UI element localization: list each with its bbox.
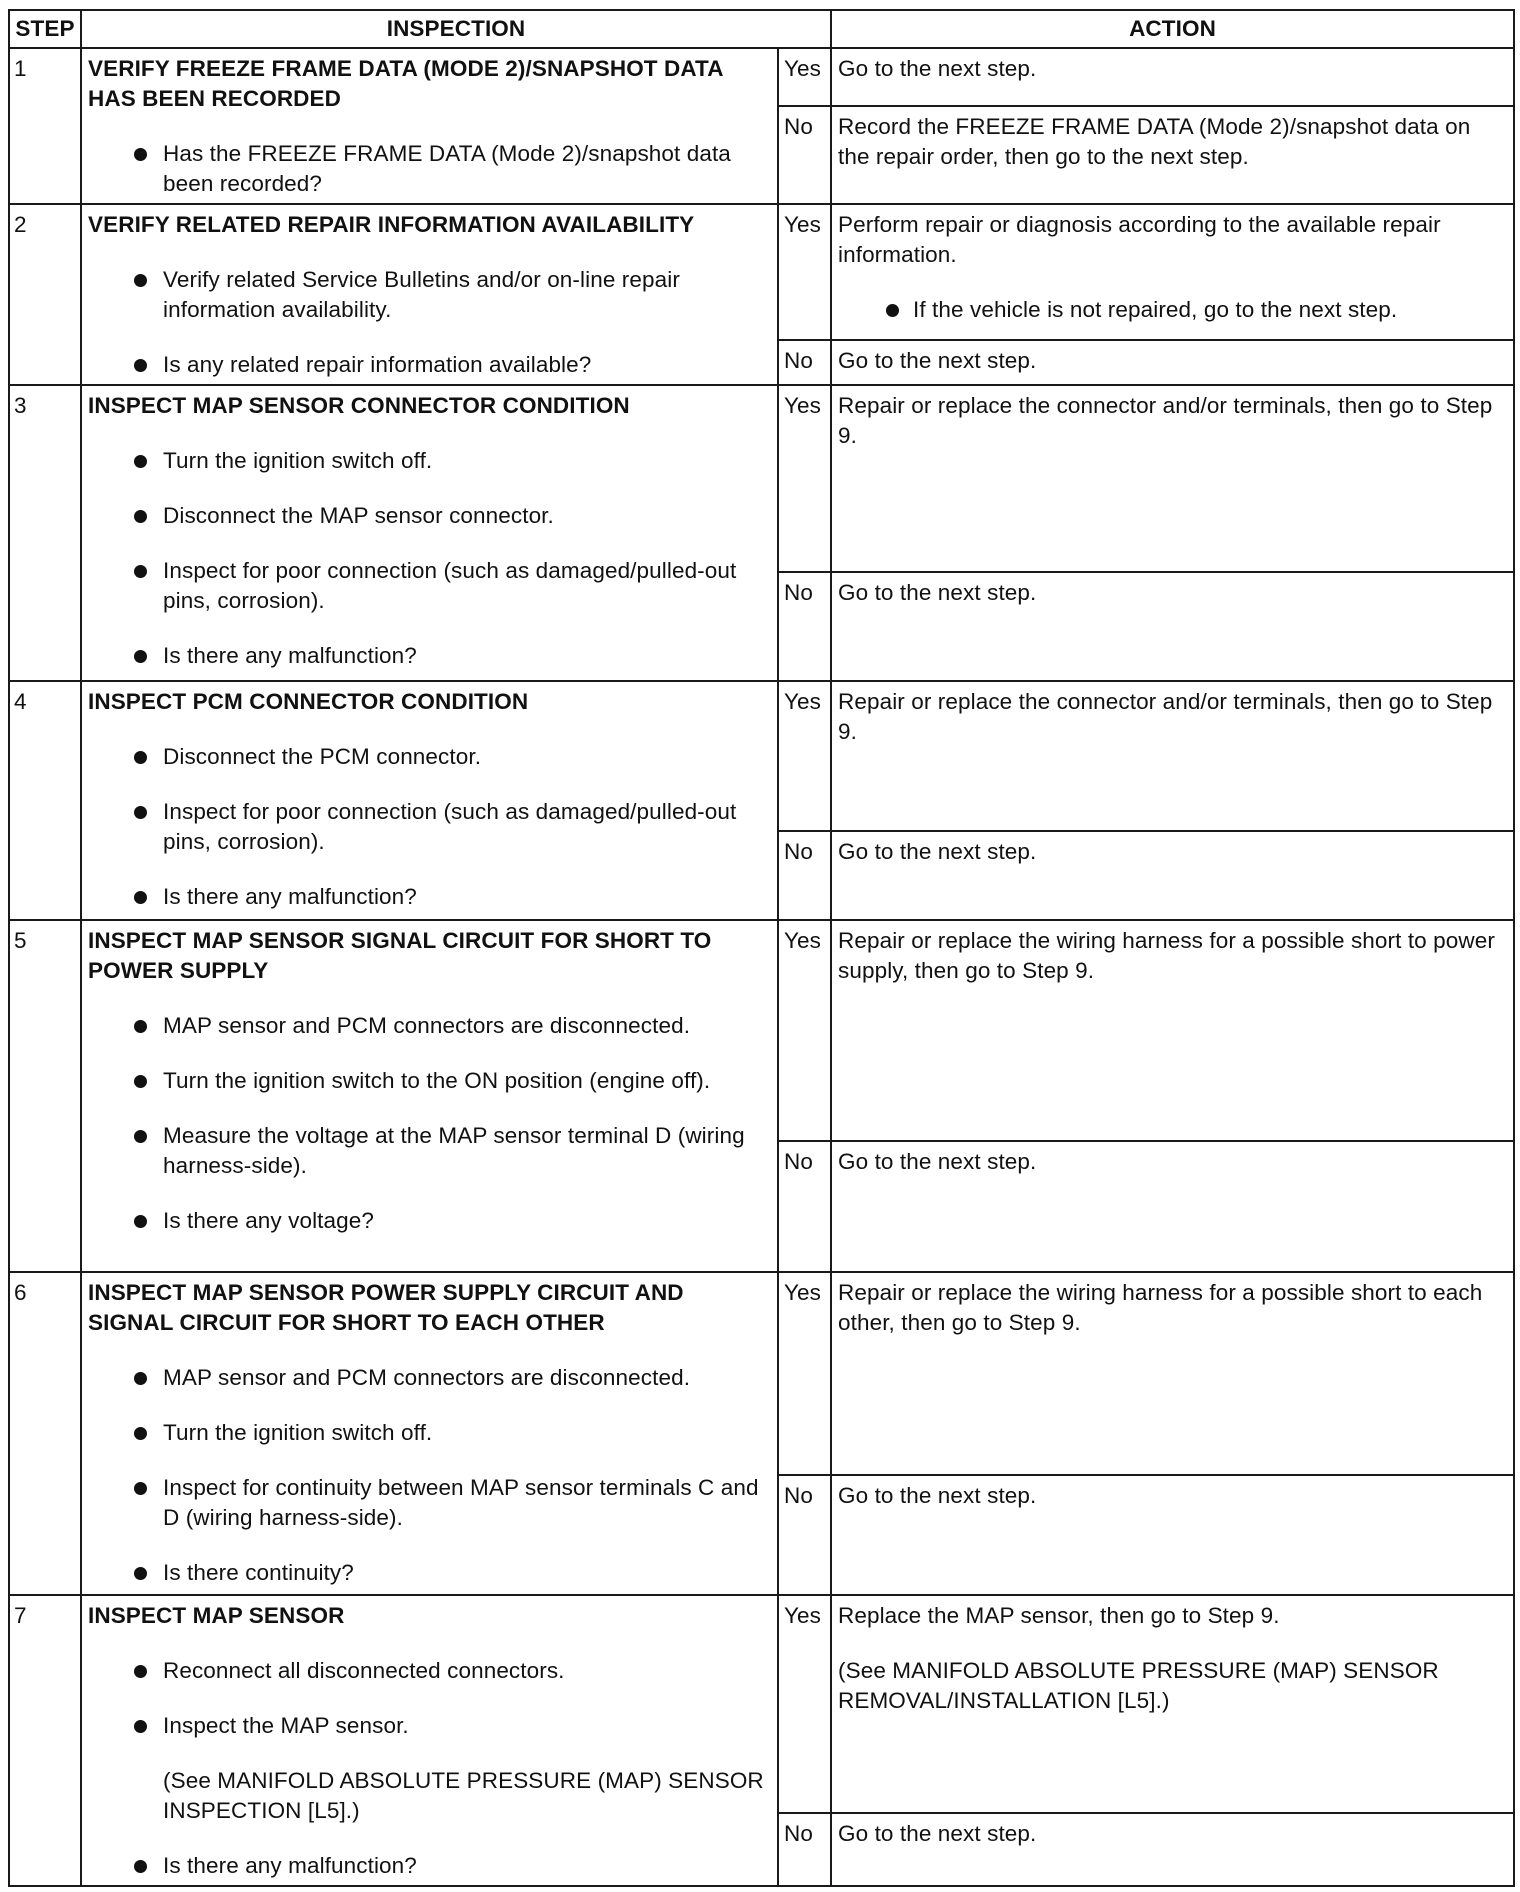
table-row [9, 48, 1514, 106]
inspection-bullet: Is there any malfunction? [88, 1851, 771, 1881]
inspection-bullet: Inspect the MAP sensor. (See MANIFOLD ABSOLUTE PRESSURE (MAP) SENSOR INSPECTION [L5].) [88, 1711, 771, 1826]
inspection-cell [81, 920, 778, 1272]
inspection-bullet: Inspect for poor connection (such as damaged/pulled-out pins, corrosion). [88, 797, 771, 857]
inspection-bullet: Inspect for continuity between MAP sensor terminals C and D (wiring harness-side). [88, 1473, 771, 1533]
inspection-title: VERIFY FREEZE FRAME DATA (MODE 2)/SNAPSHOT DATA HAS BEEN RECORDED [88, 56, 723, 111]
inspection-bullet: Is there any malfunction? [88, 882, 771, 912]
table-row [9, 681, 1514, 831]
bullet-icon [134, 565, 147, 578]
bullet-icon [134, 650, 147, 663]
no-label: No [778, 1141, 831, 1272]
yes-label: Yes [778, 1595, 831, 1813]
inspection-bullet: Verify related Service Bulletins and/or on-line repair information availability. [88, 265, 771, 325]
step-number: 5 [9, 920, 81, 1272]
bullet-icon [134, 1372, 147, 1385]
bullet-icon [134, 1482, 147, 1495]
yes-label: Yes [778, 681, 831, 831]
bullet-icon [134, 891, 147, 904]
inspection-bullet: Inspect for poor connection (such as damaged/pulled-out pins, corrosion). [88, 556, 771, 616]
inspection-title: VERIFY RELATED REPAIR INFORMATION AVAILABILITY [88, 212, 695, 237]
bullet-icon [134, 751, 147, 764]
bullet-icon [134, 1567, 147, 1580]
yes-action-cell [831, 204, 1514, 340]
yes-label: Yes [778, 48, 831, 106]
bullet-icon [134, 274, 147, 287]
inspection-cell [81, 1272, 778, 1595]
table-header-row [9, 10, 1514, 48]
inspection-cell [81, 204, 778, 385]
action-bullet: If the vehicle is not repaired, go to the next step. [838, 295, 1507, 325]
inspection-bullet: Is there any voltage? [88, 1206, 771, 1236]
bullet-icon [134, 148, 147, 161]
step-number: 1 [9, 48, 81, 204]
inspection-bullet: Disconnect the MAP sensor connector. [88, 501, 771, 531]
no-label: No [778, 106, 831, 204]
reference-note: (See MANIFOLD ABSOLUTE PRESSURE (MAP) SENSOR REMOVAL/INSTALLATION [L5].) [838, 1658, 1439, 1713]
no-label: No [778, 1475, 831, 1595]
inspection-bullet: Is there continuity? [88, 1558, 771, 1588]
inspection-bullet: Turn the ignition switch off. [88, 1418, 771, 1448]
bullet-icon [134, 1075, 147, 1088]
table-row [9, 1595, 1514, 1813]
inspection-bullet: Is any related repair information available? [88, 350, 771, 380]
no-action: Go to the next step. [831, 1475, 1514, 1595]
inspection-bullet: Is there any malfunction? [88, 641, 771, 671]
step-number: 2 [9, 204, 81, 385]
step-number: 3 [9, 385, 81, 681]
table-row [9, 385, 1514, 572]
bullet-icon [134, 1427, 147, 1440]
step-number: 6 [9, 1272, 81, 1595]
inspection-bullet: Has the FREEZE FRAME DATA (Mode 2)/snapshot data been recorded? [88, 139, 771, 199]
step-number: 4 [9, 681, 81, 920]
bullet-icon [134, 455, 147, 468]
bullet-icon [134, 1720, 147, 1733]
no-action: Go to the next step. [831, 340, 1514, 385]
yes-action: Replace the MAP sensor, then go to Step 9. [838, 1603, 1280, 1628]
yes-action: Repair or replace the wiring harness for a possible short to each other, then go to Step 9. [831, 1272, 1514, 1475]
no-action: Go to the next step. [831, 572, 1514, 681]
inspection-bullet: Measure the voltage at the MAP sensor terminal D (wiring harness-side). [88, 1121, 771, 1181]
bullet-icon [134, 1860, 147, 1873]
no-action: Go to the next step. [831, 1813, 1514, 1886]
bullet-icon [134, 510, 147, 523]
yes-label: Yes [778, 204, 831, 340]
inspection-title: INSPECT PCM CONNECTOR CONDITION [88, 689, 529, 714]
inspection-cell [81, 681, 778, 920]
no-action: Record the FREEZE FRAME DATA (Mode 2)/snapshot data on the repair order, then go to the next step. [831, 106, 1514, 204]
no-action: Go to the next step. [831, 831, 1514, 920]
no-action: Go to the next step. [831, 1141, 1514, 1272]
yes-label: Yes [778, 1272, 831, 1475]
inspection-cell [81, 1595, 778, 1886]
header-inspection: INSPECTION [81, 10, 831, 48]
inspection-bullet: MAP sensor and PCM connectors are disconnected. [88, 1363, 771, 1393]
no-label: No [778, 572, 831, 681]
inspection-title: INSPECT MAP SENSOR CONNECTOR CONDITION [88, 393, 630, 418]
no-label: No [778, 831, 831, 920]
inspection-bullet: Disconnect the PCM connector. [88, 742, 771, 772]
inspection-bullet: Reconnect all disconnected connectors. [88, 1656, 771, 1686]
bullet-icon [886, 304, 899, 317]
inspection-bullet: Turn the ignition switch off. [88, 446, 771, 476]
no-label: No [778, 1813, 831, 1886]
step-number: 7 [9, 1595, 81, 1886]
inspection-cell [81, 48, 778, 204]
inspection-bullet: MAP sensor and PCM connectors are disconnected. [88, 1011, 771, 1041]
table-row [9, 920, 1514, 1141]
bullet-icon [134, 1665, 147, 1678]
bullet-icon [134, 1215, 147, 1228]
inspection-title: INSPECT MAP SENSOR [88, 1603, 345, 1628]
reference-note: (See MANIFOLD ABSOLUTE PRESSURE (MAP) SENSOR INSPECTION [L5].) [163, 1768, 764, 1823]
bullet-icon [134, 1020, 147, 1033]
yes-action: Repair or replace the connector and/or terminals, then go to Step 9. [831, 385, 1514, 572]
inspection-cell [81, 385, 778, 681]
header-step: STEP [9, 10, 81, 48]
table-row [9, 1272, 1514, 1475]
no-label: No [778, 340, 831, 385]
yes-action-cell [831, 1595, 1514, 1813]
bullet-icon [134, 806, 147, 819]
bullet-icon [134, 1130, 147, 1143]
header-action: ACTION [831, 10, 1514, 48]
yes-action: Repair or replace the wiring harness for a possible short to power supply, then go to Step 9. [831, 920, 1514, 1141]
yes-action: Perform repair or diagnosis according to the available repair information. [838, 212, 1441, 267]
yes-label: Yes [778, 385, 831, 572]
yes-action: Repair or replace the connector and/or terminals, then go to Step 9. [831, 681, 1514, 831]
inspection-title: INSPECT MAP SENSOR SIGNAL CIRCUIT FOR SHORT TO POWER SUPPLY [88, 928, 712, 983]
inspection-bullet: Turn the ignition switch to the ON position (engine off). [88, 1066, 771, 1096]
diagnostic-table [8, 9, 1515, 1887]
yes-label: Yes [778, 920, 831, 1141]
yes-action: Go to the next step. [831, 48, 1514, 106]
bullet-icon [134, 359, 147, 372]
table-row [9, 204, 1514, 340]
inspection-title: INSPECT MAP SENSOR POWER SUPPLY CIRCUIT AND SIGNAL CIRCUIT FOR SHORT TO EACH OTHER [88, 1280, 684, 1335]
